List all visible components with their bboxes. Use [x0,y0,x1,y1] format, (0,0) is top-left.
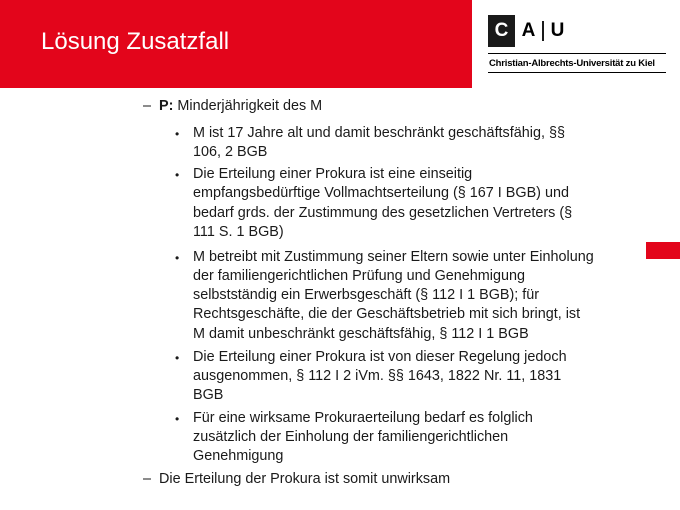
level1-item-minderjaehrigkeit [159,97,322,115]
problem-prefix: P: [159,98,174,114]
level1-item-conclusion: Die Erteilung der Prokura ist somit unwirksam [159,471,451,487]
bullet-line: Für eine wirksame Prokuraerteilung bedarf es folglich [193,410,533,426]
bullet-line: BGB [193,387,224,403]
bullet-line: selbstständig ein Erwerbsgeschäft (§ 112 I 1 BGB); für [193,287,540,303]
level1-dash: – [143,471,152,487]
bullet-marker: • [175,351,180,365]
level1-text: Minderjährigkeit des M [173,98,323,114]
bullet-line: Rechtsgeschäfte, die der Geschäftsbetrieb mit sich bringt, ist [193,306,581,322]
bullet-line: empfangsbedürftige Vollmachtserteilung (§ 167 I BGB) und [193,185,569,201]
bullet-line: 106, 2 BGB [193,144,268,160]
logo-letter-a: A [515,15,542,47]
bullet-line: der familiengerichtlichen Prüfung und Genehmigung [193,268,525,284]
logo-letter-u: U [544,15,571,47]
level1-dash: – [143,98,152,114]
bullet-marker: • [175,412,180,426]
bullet-marker: • [175,168,180,182]
bullet-line: 111 S. 1 BGB) [193,224,284,240]
bullet-line: zusätzlich der Einholung der familiengerichtlichen [193,429,509,445]
logo-letter-c: C [488,15,515,47]
bullet-line: Genehmigung [193,448,284,464]
bullet-line: Die Erteilung einer Prokura ist von dieser Regelung jedoch [193,349,567,365]
bullet-line: M damit unbeschränkt geschäftsfähig, § 112 I 1 BGB [193,326,529,342]
logo-subtitle: Christian-Albrechts-Universität zu Kiel [489,58,655,69]
bullet-line: ausgenommen, § 112 I 2 iVm. §§ 1643, 1822 Nr. 11, 1831 [193,368,562,384]
slide-title: Lösung Zusatzfall [41,28,230,55]
bullet-line: M betreibt mit Zustimmung seiner Eltern sowie unter Einholung [193,249,594,265]
bullet-line: bedarf grds. der Zustimmung des gesetzlichen Vertreters (§ [193,205,573,221]
bullet-line: M ist 17 Jahre alt und damit beschränkt geschäftsfähig, §§ [193,125,565,141]
bullet-marker: • [175,251,180,265]
bullet-line: Die Erteilung einer Prokura ist eine einseitig [193,166,473,182]
bullet-marker: • [175,127,180,141]
